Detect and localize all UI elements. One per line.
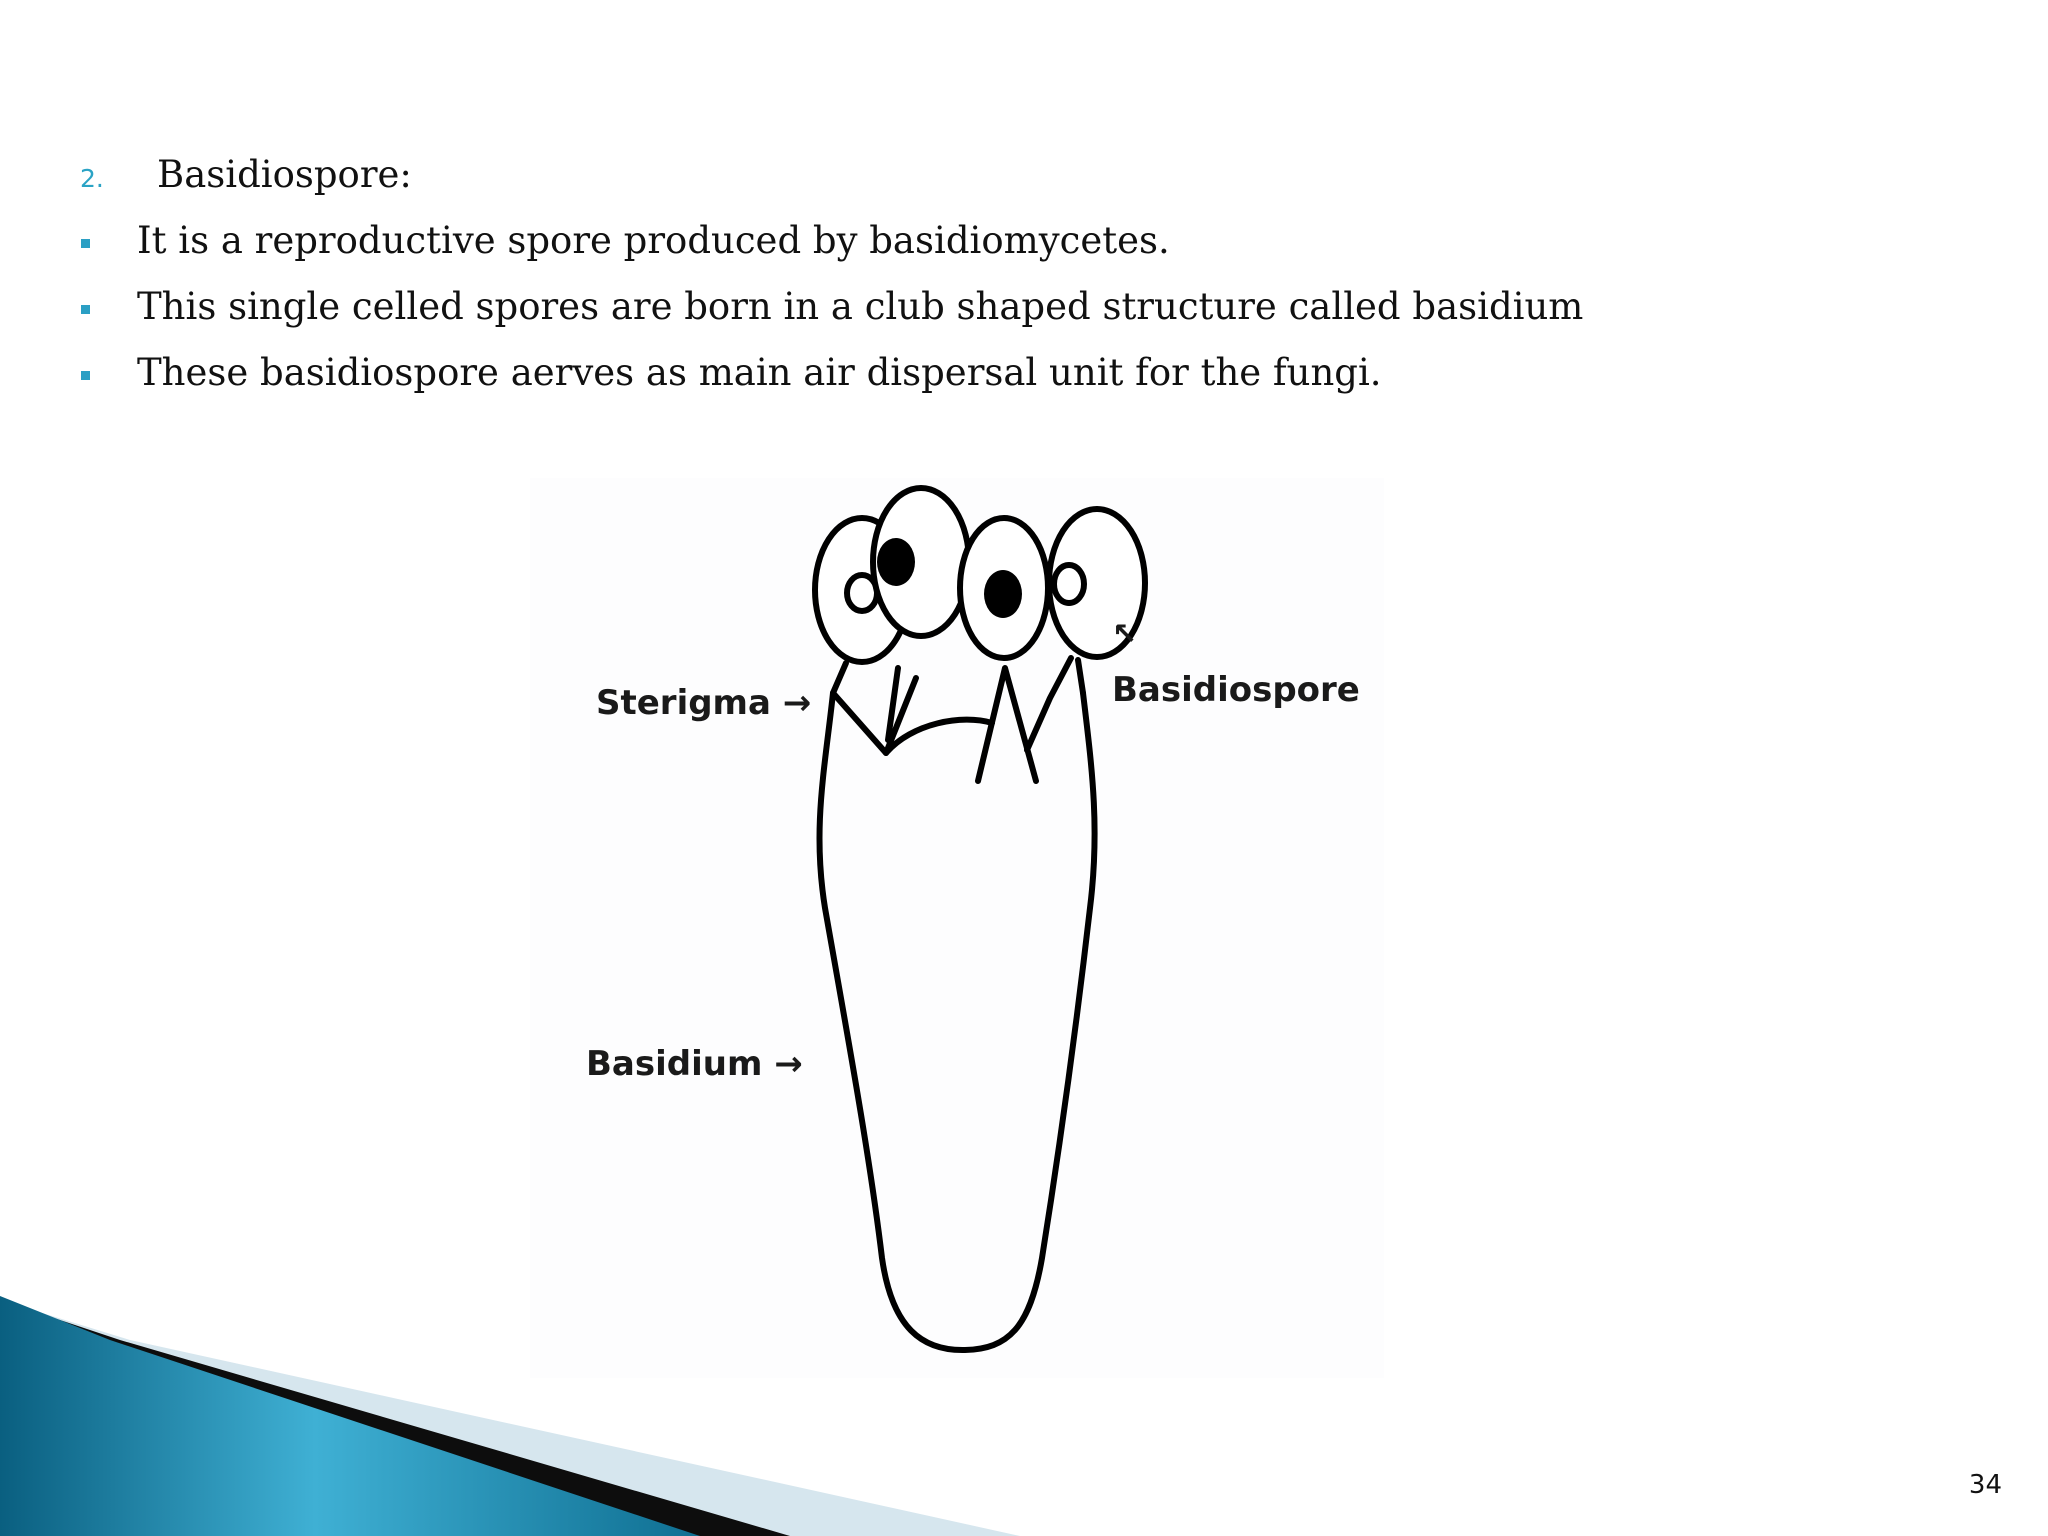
spore-nucleus [877, 538, 915, 586]
bullet-text: It is a reproductive spore produced by basidiomycetes. [137, 219, 1170, 262]
bullet-text: This single celled spores are born in a club shaped structure called basidium [137, 285, 1584, 328]
list-number: 2. [80, 164, 104, 193]
page-number: 34 [1968, 1470, 2002, 1500]
basidiospore-label: Basidiospore [1112, 670, 1360, 710]
basidiospore-arrow-icon: ↖ [1112, 617, 1138, 652]
basidium-diagram [530, 478, 1384, 1378]
bullet-marker [81, 239, 90, 248]
spore-nucleus [984, 570, 1022, 618]
bullet-marker [81, 371, 90, 380]
basidium-label: Basidium → [586, 1044, 803, 1084]
sterigma-label: Sterigma → [596, 683, 812, 723]
slide-heading: Basidiospore: [157, 153, 412, 196]
bullet-marker [81, 305, 90, 314]
bullet-text: These basidiospore aerves as main air dispersal unit for the fungi. [137, 351, 1382, 394]
